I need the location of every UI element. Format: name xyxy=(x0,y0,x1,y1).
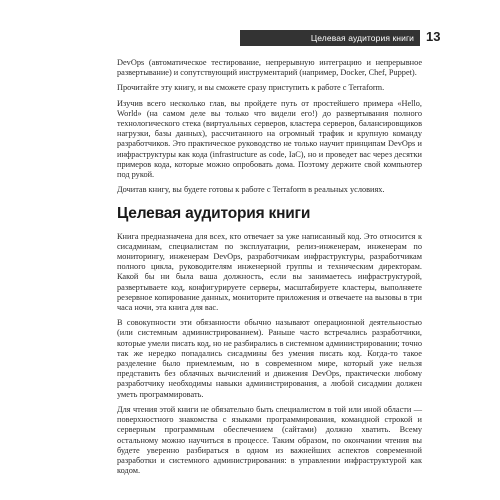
running-header xyxy=(240,30,420,46)
running-title: Целевая аудитория книги xyxy=(310,33,414,43)
paragraph: Книга предназначена для всех, кто отвечает за уже написанный код. Это относится к сисадминам, специалистам по эксплуатации, релиз-инженерам, инженерам по мониторингу, инженерам DevOps, разработчикам инфраструктуры, разработчикам полного цикла, руководителям инженерной группы и техническим директорам. Какой бы ни была ваша должность, если вы занимаетесь инфраструктурой, развертываете код, конфигурируете серверы, масштабируете кластеры, выполняете резервное копирование данных, мониторите приложения и отвечаете на вызовы в три часа ночи, эта книга для вас. xyxy=(117,231,422,313)
page-body xyxy=(117,58,422,481)
paragraph: Для чтения этой книги не обязательно быть специалистом в той или иной области — поверхностного знакомства с языками программирования, командной строкой и серверным программным обеспечением (сайтами) должно хватить. Всему остальному можно научиться в процессе. Таким образом, по окончании чтения вы будете уверенно разбираться в одном из важнейших аспектов современной разработки и системного администрирования: в управлении инфраструктурой как кодом. xyxy=(117,404,422,476)
paragraph: Изучив всего несколько глав, вы пройдете путь от простейшего примера «Hello, World» (на самом деле вы только что видели его!) до развертывания полного технологического стека (виртуальных серверов, кластера серверов, балансировщиков нагрузки, базы данных), рассчитанного на огромный трафик и крупную команду разработчиков. Это практическое руководство не только научит принципам DevOps и инфраструктуры как кода (infrastructure as code, IaC), но и проведет вас через десятки примеров кода, которые можно опробовать дома. Поэтому держите свой компьютер под рукой. xyxy=(117,98,422,180)
paragraph: Дочитав книгу, вы будете готовы к работе с Terraform в реальных условиях. xyxy=(117,185,385,195)
paragraph: DevOps (автоматическое тестирование, непрерывную интеграцию и непрерывное развертывание) и сопутствующий инструментарий (например, Docker, Chef, Puppet). xyxy=(117,58,422,78)
page-number: 13 xyxy=(426,29,441,44)
paragraph: В совокупности эти обязанности обычно называют операционной деятельностью (или системным администрированием). Раньше часто встречались разработчики, которые умели писать код, но не разбирались в системном администрировании; точно так же нередко попадались сисадмины без умения писать код. Когда-то такое разделение было приемлемым, но в современном мире, который уже нельзя представить без облачных вычислений и движения DevOps, практически любому разработчику необходимы навыки администрирования, а любой сисадмин должен уметь программировать. xyxy=(117,318,422,399)
section-heading: Целевая аудитория книги xyxy=(117,205,311,223)
paragraph: Прочитайте эту книгу, и вы сможете сразу приступить к работе с Terraform. xyxy=(117,83,385,93)
